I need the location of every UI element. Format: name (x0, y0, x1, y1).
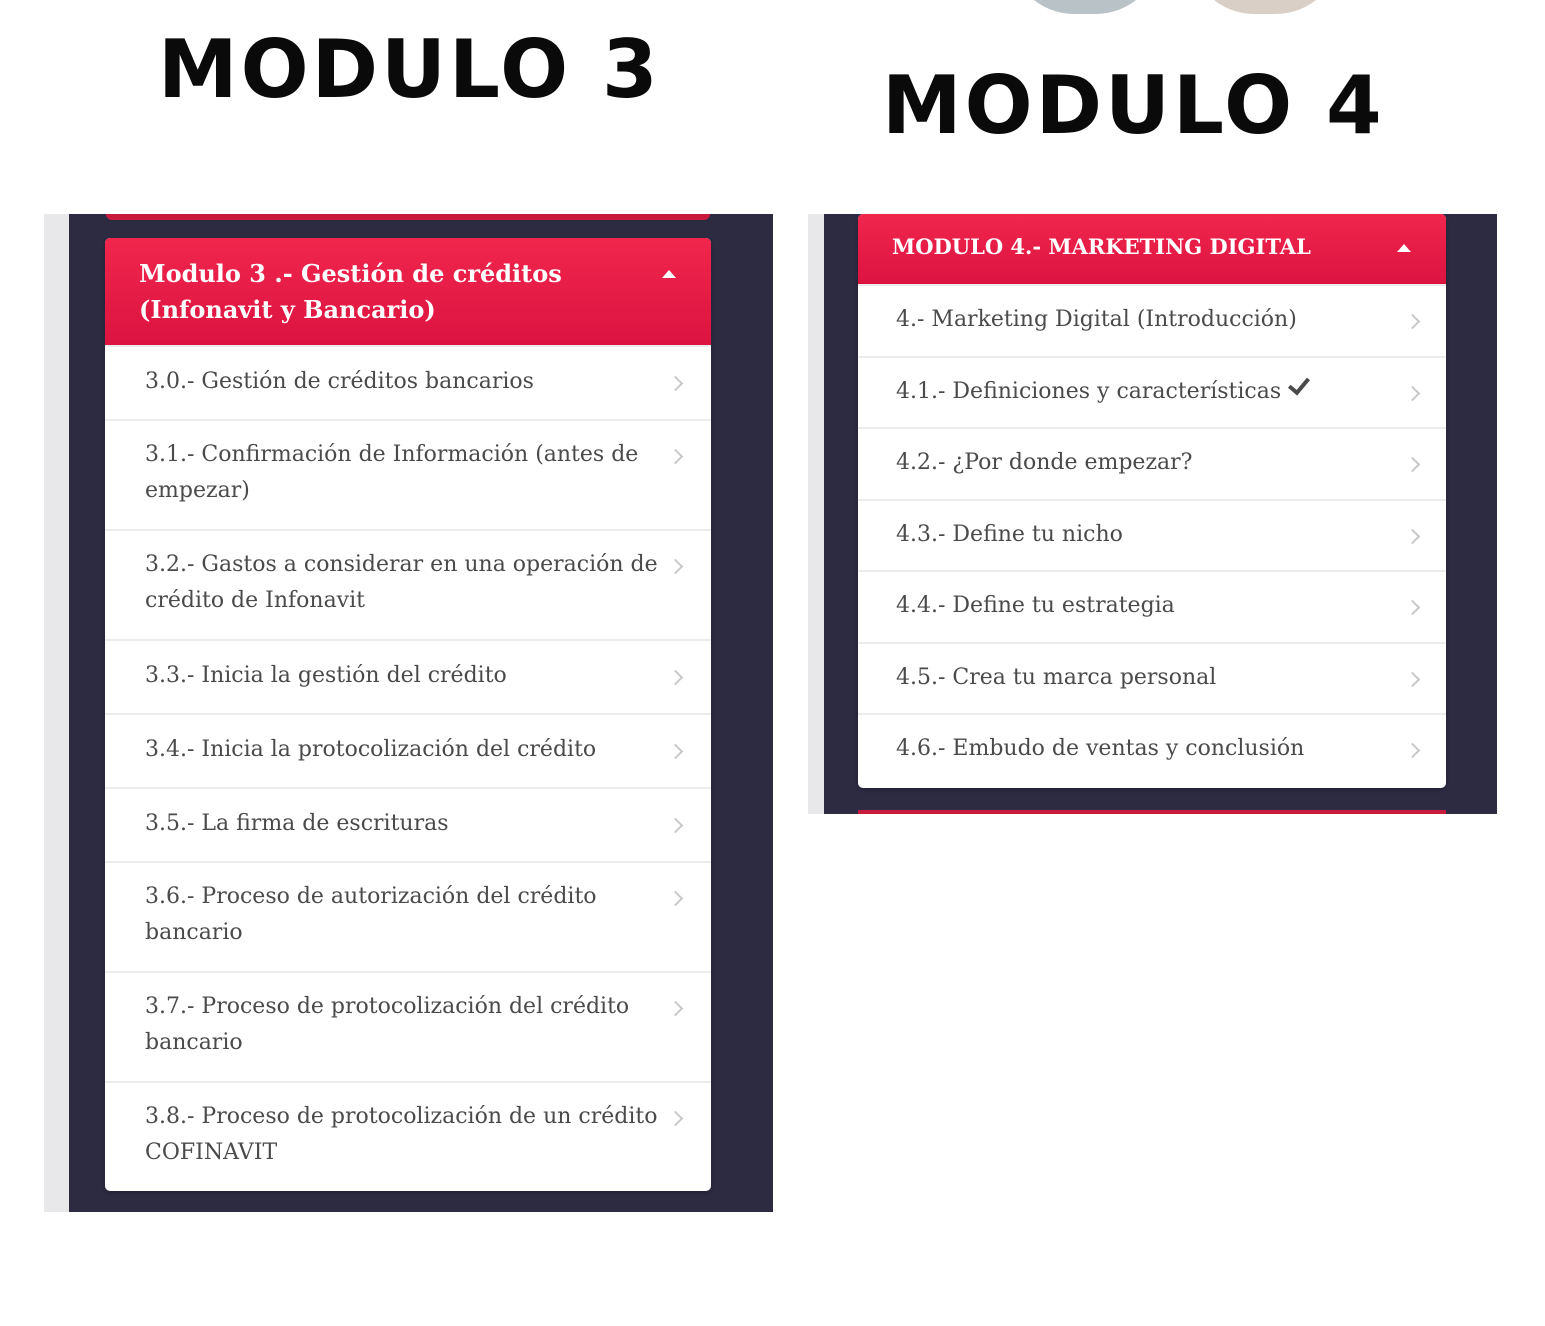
chevron-right-icon (1405, 743, 1421, 759)
lesson-item-3-2[interactable] (105, 529, 711, 639)
panel-edge (44, 214, 69, 1212)
chevron-right-icon (1405, 385, 1421, 401)
lesson-item-4-6[interactable] (858, 713, 1446, 785)
lesson-label: 3.3.- Inicia la gestión del crédito (145, 663, 507, 688)
caret-up-icon[interactable] (662, 270, 676, 278)
chevron-right-icon (1405, 671, 1421, 687)
next-module-peek (858, 810, 1446, 814)
lesson-label: 4.- Marketing Digital (Introducción) (896, 307, 1297, 332)
lesson-item-3-3[interactable] (105, 639, 711, 713)
lesson-label: 3.0.- Gestión de créditos bancarios (145, 369, 534, 394)
lesson-label: 4.5.- Crea tu marca personal (896, 664, 1217, 690)
lesson-item-3-1[interactable] (105, 419, 711, 529)
chevron-right-icon (668, 376, 684, 392)
lesson-item-3-4[interactable] (105, 713, 711, 787)
lesson-label: 3.8.- Proceso de protocolización de un crédito COFINAVIT (145, 1104, 658, 1165)
module-4-panel (808, 214, 1497, 814)
module-4-heading: MODULO 4 (882, 59, 1385, 152)
module-4-accordion (858, 214, 1446, 788)
chevron-right-icon (668, 744, 684, 760)
lesson-item-4-4[interactable] (858, 570, 1446, 642)
checkmark-icon (1288, 372, 1310, 395)
chevron-right-icon (668, 818, 684, 834)
chevron-right-icon (1405, 528, 1421, 544)
module-3-heading: MODULO 3 (158, 23, 661, 116)
module-3-accordion-header[interactable] (105, 238, 711, 345)
lesson-item-4-1[interactable] (858, 356, 1446, 428)
lesson-label: 4.2.- ¿Por donde empezar? (896, 450, 1193, 475)
chevron-right-icon (668, 1111, 684, 1127)
lesson-item-3-7[interactable] (105, 971, 711, 1081)
chevron-right-icon (1405, 314, 1421, 330)
panel-edge (808, 214, 824, 814)
lesson-item-4-2[interactable] (858, 427, 1446, 499)
module-3-panel (44, 214, 773, 1212)
lesson-label: 4.1.- Definiciones y características (896, 378, 1282, 404)
lesson-label: 4.3.- Define tu nicho (896, 521, 1123, 547)
lesson-item-4-0[interactable] (858, 284, 1446, 356)
lesson-label: 3.1.- Confirmación de Información (antes de empezar) (145, 442, 639, 503)
chevron-right-icon (668, 1001, 684, 1017)
lesson-item-3-6[interactable] (105, 861, 711, 971)
lesson-label: 3.6.- Proceso de autorización del crédito bancario (145, 884, 597, 945)
chevron-right-icon (1405, 457, 1421, 473)
chevron-right-icon (668, 559, 684, 575)
avatar-fragment (1190, 0, 1340, 14)
chevron-right-icon (1405, 600, 1421, 616)
module-4-title: MODULO 4.- MARKETING DIGITAL (892, 234, 1311, 259)
previous-module-peek (106, 214, 710, 220)
module-4-accordion-header[interactable] (858, 214, 1446, 284)
caret-up-icon[interactable] (1397, 244, 1411, 252)
lesson-label: 3.4.- Inicia la protocolización del crédito (145, 737, 597, 762)
module-3-title: Modulo 3 .- Gestión de créditos (Infonavit y Bancario) (139, 259, 562, 324)
lesson-item-3-5[interactable] (105, 787, 711, 861)
lesson-label: 3.5.- La firma de escrituras (145, 811, 449, 836)
lesson-item-4-3[interactable] (858, 499, 1446, 571)
lesson-item-3-0[interactable] (105, 345, 711, 419)
avatar-fragment (1010, 0, 1160, 14)
lesson-label: 4.4.- Define tu estrategia (896, 593, 1175, 618)
lesson-item-4-5[interactable] (858, 642, 1446, 714)
module-3-accordion (105, 238, 711, 1191)
lesson-item-3-8[interactable] (105, 1081, 711, 1191)
chevron-right-icon (668, 891, 684, 907)
chevron-right-icon (668, 449, 684, 465)
lesson-label: 4.6.- Embudo de ventas y conclusión (896, 736, 1305, 761)
chevron-right-icon (668, 670, 684, 686)
lesson-label: 3.2.- Gastos a considerar en una operación de crédito de Infonavit (145, 552, 658, 613)
lesson-label: 3.7.- Proceso de protocolización del crédito bancario (145, 994, 630, 1055)
